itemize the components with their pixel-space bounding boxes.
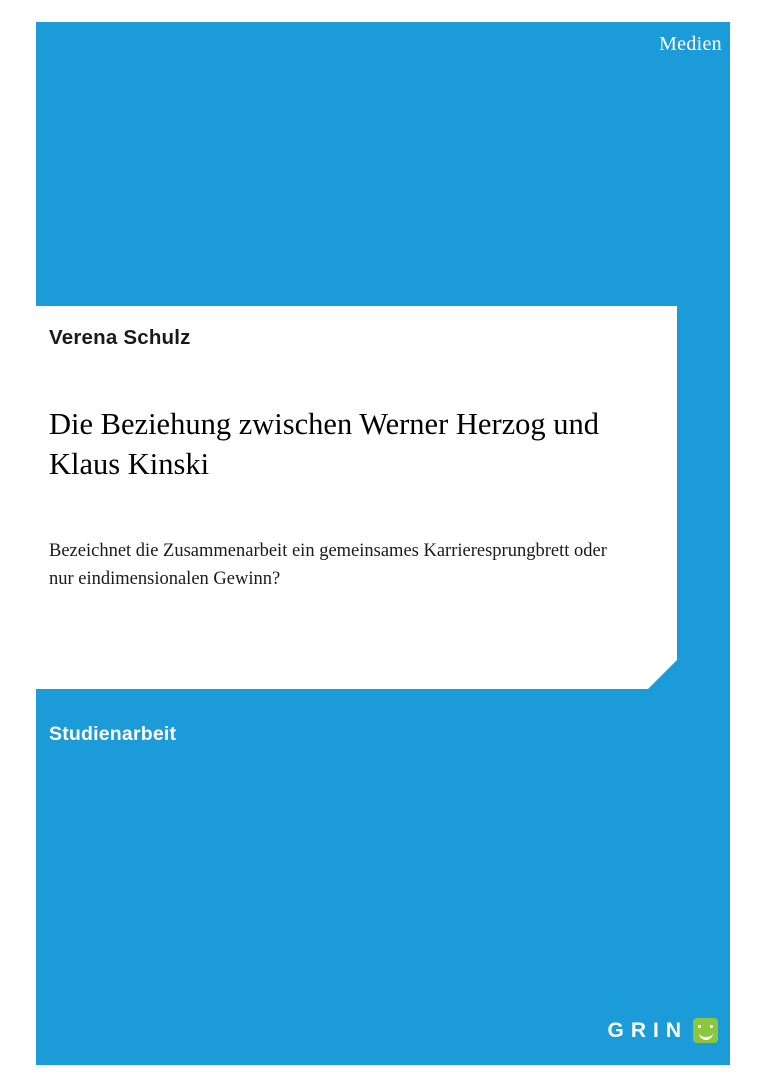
- publisher-logo: [608, 1018, 719, 1043]
- page-margin-right: [730, 0, 766, 1087]
- category-label: Medien: [659, 33, 722, 55]
- smiley-icon: [693, 1018, 718, 1043]
- title-card: [0, 306, 677, 689]
- publisher-name: GRIN: [607, 1018, 688, 1042]
- page-title: Die Beziehung zwischen Werner Herzog und Klaus Kinski: [49, 407, 600, 481]
- author-name: Verena Schulz: [49, 326, 191, 349]
- page-subtitle: Bezeichnet die Zusammenarbeit ein gemeinsames Karrieresprungbrett oder nur eindimensionalen Gewinn?: [49, 541, 607, 589]
- page-margin-top: [0, 0, 766, 22]
- page-margin-bottom: [0, 1065, 766, 1087]
- document-type-label: Studienarbeit: [49, 723, 177, 745]
